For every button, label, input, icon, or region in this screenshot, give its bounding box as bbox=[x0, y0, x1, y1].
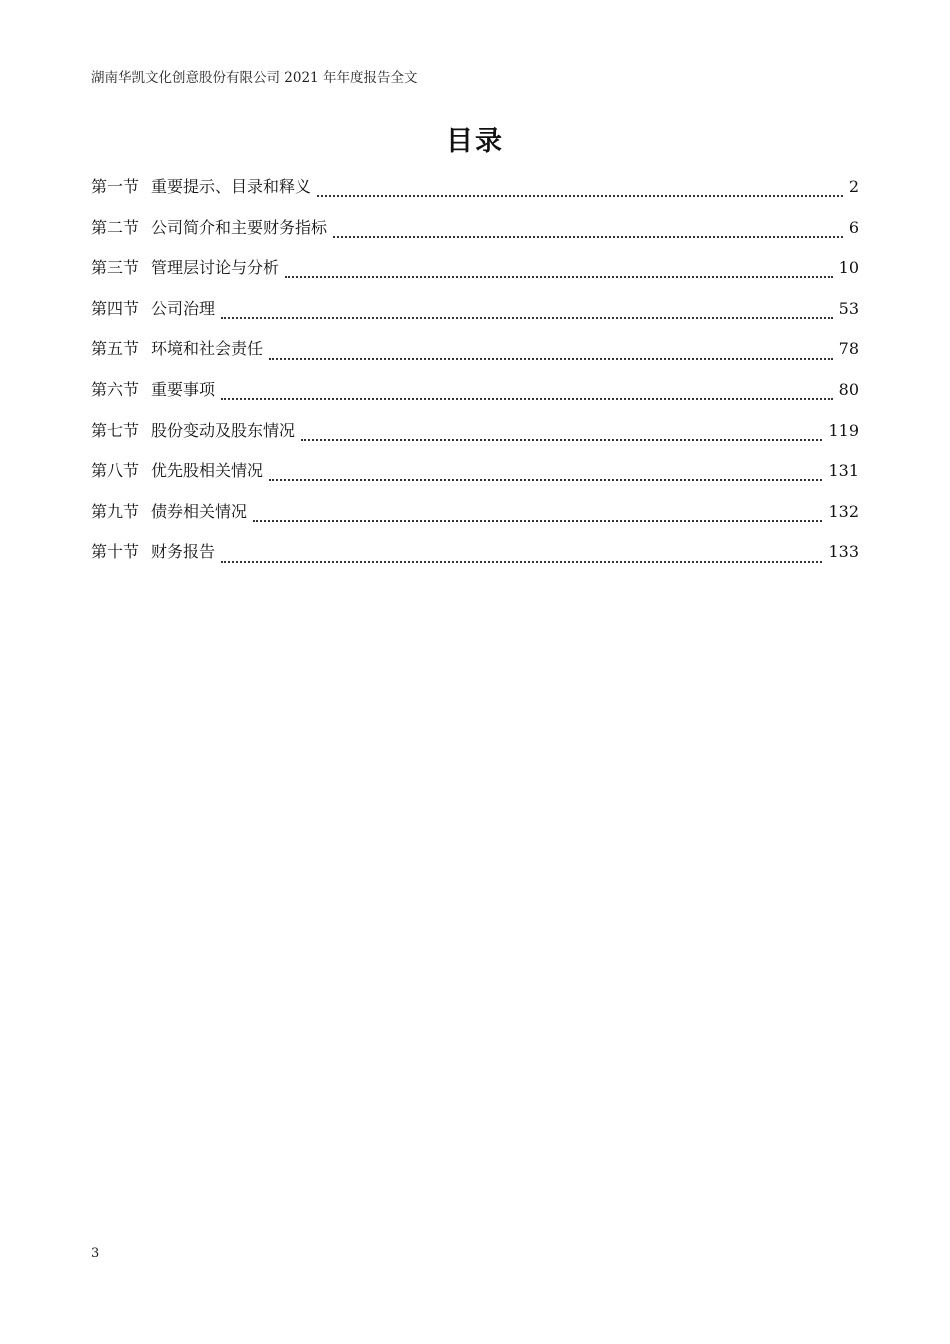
toc-page-number: 10 bbox=[838, 258, 859, 278]
toc-entry-7[interactable] bbox=[91, 414, 859, 455]
running-header: 湖南华凯文化创意股份有限公司 2021 年年度报告全文 bbox=[91, 70, 418, 86]
toc-section-name: 债券相关情况 bbox=[151, 501, 248, 521]
toc-page-number: 78 bbox=[838, 339, 859, 359]
toc-entry-10[interactable] bbox=[91, 535, 859, 576]
dot-leader bbox=[253, 507, 822, 523]
toc-page-number: 6 bbox=[848, 217, 859, 237]
toc-section-label: 第五节 bbox=[91, 339, 140, 359]
toc-entry-3[interactable] bbox=[91, 251, 859, 292]
toc-page-number: 119 bbox=[828, 420, 859, 440]
dot-leader bbox=[333, 223, 843, 239]
toc-page-number: 132 bbox=[828, 501, 859, 521]
toc-entry-8[interactable] bbox=[91, 454, 859, 495]
table-of-contents bbox=[91, 170, 859, 576]
toc-entry-4[interactable] bbox=[91, 292, 859, 333]
toc-page-number: 80 bbox=[838, 379, 859, 399]
toc-entry-1[interactable] bbox=[91, 170, 859, 211]
dot-leader bbox=[221, 548, 822, 564]
toc-title: 目录 bbox=[446, 126, 504, 157]
toc-section-name: 管理层讨论与分析 bbox=[151, 258, 280, 278]
toc-section-label: 第二节 bbox=[91, 217, 140, 237]
toc-section-label: 第十节 bbox=[91, 542, 140, 562]
toc-section-name: 重要事项 bbox=[151, 379, 216, 399]
toc-section-label: 第四节 bbox=[91, 298, 140, 318]
toc-section-name: 优先股相关情况 bbox=[151, 461, 264, 481]
toc-section-label: 第九节 bbox=[91, 501, 140, 521]
dot-leader bbox=[221, 385, 833, 401]
dot-leader bbox=[317, 182, 843, 198]
toc-entry-6[interactable] bbox=[91, 373, 859, 414]
page-number: 3 bbox=[91, 1246, 100, 1261]
dot-leader bbox=[285, 263, 833, 279]
toc-section-label: 第八节 bbox=[91, 461, 140, 481]
toc-section-name: 公司简介和主要财务指标 bbox=[151, 217, 328, 237]
toc-entry-5[interactable] bbox=[91, 332, 859, 373]
toc-section-name: 重要提示、目录和释义 bbox=[151, 177, 312, 196]
toc-section-name: 环境和社会责任 bbox=[151, 339, 264, 359]
toc-page-number: 53 bbox=[838, 298, 859, 318]
toc-entry-9[interactable] bbox=[91, 495, 859, 536]
toc-page-number: 2 bbox=[848, 177, 859, 196]
dot-leader bbox=[269, 466, 822, 482]
toc-section-label: 第一节 bbox=[91, 177, 140, 196]
toc-section-name: 股份变动及股东情况 bbox=[151, 420, 296, 440]
dot-leader bbox=[269, 345, 833, 361]
toc-page-number: 133 bbox=[828, 542, 859, 562]
toc-section-label: 第六节 bbox=[91, 379, 140, 399]
dot-leader bbox=[301, 426, 822, 442]
toc-section-label: 第三节 bbox=[91, 258, 140, 278]
toc-section-name: 公司治理 bbox=[151, 298, 216, 318]
toc-section-label: 第七节 bbox=[91, 420, 140, 440]
toc-section-name: 财务报告 bbox=[151, 542, 216, 562]
toc-entry-2[interactable] bbox=[91, 211, 859, 252]
dot-leader bbox=[221, 304, 833, 320]
toc-page-number: 131 bbox=[828, 461, 859, 481]
